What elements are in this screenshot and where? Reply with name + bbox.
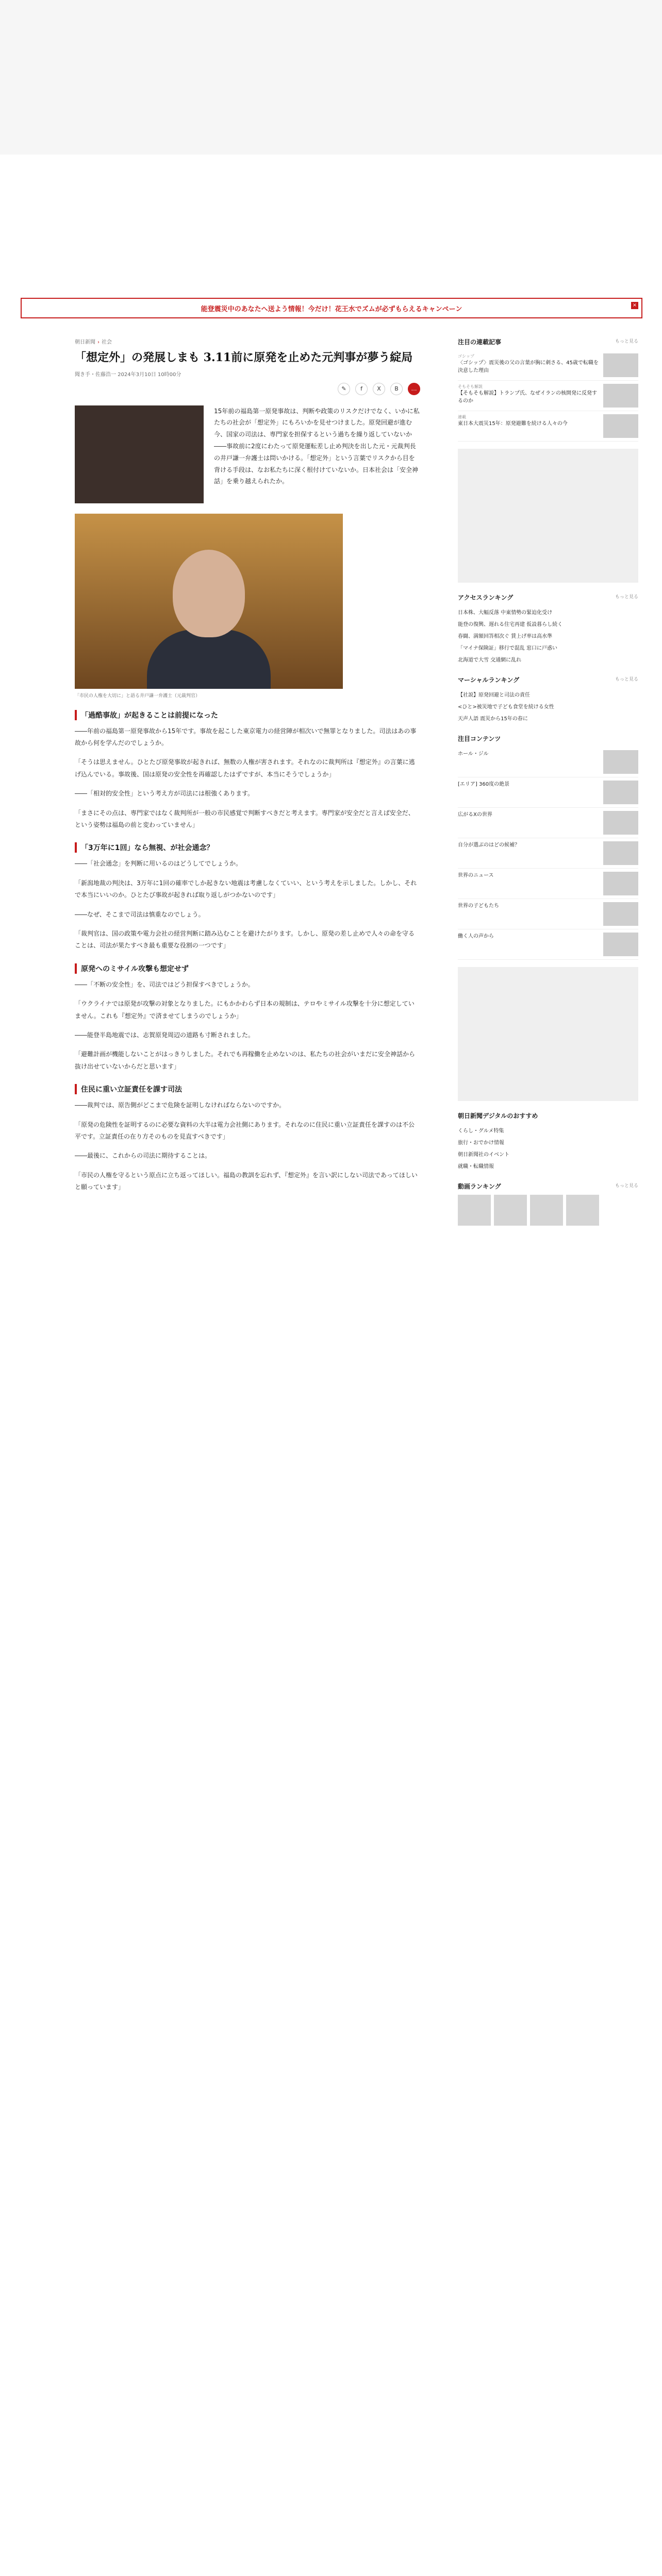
paragraph: ――「相対的安全性」という考え方が司法には根強くあります。 xyxy=(75,790,254,798)
bookmark-icon[interactable]: B xyxy=(390,383,403,395)
paragraph: ――なぜ、そこまで司法は慎重なのでしょう。 xyxy=(75,910,205,918)
list-item[interactable] xyxy=(458,381,638,411)
header-band xyxy=(0,0,662,155)
item-thumbnail[interactable] xyxy=(603,902,638,926)
item-tag: ゴシップ xyxy=(458,354,474,359)
list-item[interactable] xyxy=(458,838,638,869)
item-thumbnail[interactable] xyxy=(603,781,638,804)
item-thumbnail[interactable] xyxy=(603,933,638,956)
section-heading: 「過酷事故」が起きることは前提になった xyxy=(75,710,420,720)
item-title[interactable]: 世界のニュース xyxy=(458,873,494,878)
item-title[interactable]: ホール・ジル xyxy=(458,751,489,757)
lead-text: 15年前の福島第一原発事故は、判断や政策のリスクだけでなく、いかに私たちの社会が「想定外」にもろいかを見せつけました。原発回避が進む今、国家の司法は、専門家を担保するという過ちを繰り返していないか――事故前に2度にわたって原発運転差し止め判決を出した元・元裁判長の井戸謙一弁護士は問いかける。「想定外」という言葉でリスクから目を背ける手段は、なお私たちに深く根付けていないか。日本社会は「安全神話」を乗り越えられたか。 xyxy=(214,407,420,485)
item-thumbnail[interactable] xyxy=(603,841,638,865)
item-thumbnail[interactable] xyxy=(603,414,638,438)
feature-contents xyxy=(458,734,638,960)
campaign-text[interactable]: 能登震災中のあなたへ送よう情報！今だけ！花王水でズムが必ずもらえるキャンペーン xyxy=(201,305,462,313)
ranking-item[interactable]: 日本株、大幅反落 中東情勢の緊迫化受け xyxy=(458,610,553,616)
article-section xyxy=(75,710,420,832)
x-icon[interactable]: X xyxy=(373,383,385,395)
paragraph: 「ウクライナでは原発が攻撃の対象となりました。にもかかわらず日本の規制は、テロやミサイル攻撃を十分に想定していません。これも『想定外』で済ませてしまうのでしょうか」 xyxy=(75,1000,415,1020)
paragraph: 「裁判官は、国の政策や電力会社の経営判断に踏み込むことを避けたがります。しかし、原発の差し止めで人々の命を守ることは、司法が果たすべき最も重要な役割の一つです」 xyxy=(75,929,415,950)
ranking-item[interactable]: 天声人語 震災から15年の春に xyxy=(458,716,528,722)
paragraph: 「新潟地裁の判決は、3万年に1回の確率でしか起きない地震は考慮しなくていい、という考えを示しました。しかし、それで本当にいいのか。ひとたび事故が起きれば取り返しがつかないのです」 xyxy=(75,879,417,899)
item-thumbnail[interactable] xyxy=(603,750,638,774)
breadcrumb xyxy=(75,337,420,345)
paragraph: 「まさにその点は、専門家ではなく裁判所が一般の市民感覚で判断すべきだと考えます。専門家が安全だと言えば安全だ、という姿勢は福島の前と変わっていません」 xyxy=(75,809,415,829)
item-thumbnail[interactable] xyxy=(603,384,638,408)
topic-link[interactable]: 旅行・おでかけ情報 xyxy=(458,1140,504,1146)
topic-link[interactable]: 朝日新聞社のイベント xyxy=(458,1152,509,1158)
ranking-item[interactable]: 春闘、満額回答相次ぐ 賃上げ率は高水準 xyxy=(458,634,553,639)
paragraph: ――「社会通念」を判断に用いるのはどうしてでしょうか。 xyxy=(75,860,242,868)
item-thumbnail[interactable] xyxy=(603,811,638,835)
paragraph: 「原発の危険性を証明するのに必要な資料の大半は電力会社側にあります。それなのに住民に重い立証責任を課すのは不公平です。立証責任の在り方そのものを見直すべきです」 xyxy=(75,1121,415,1140)
sidebar-heading xyxy=(458,1182,638,1191)
sidebar xyxy=(458,337,638,1226)
list-item[interactable] xyxy=(458,929,638,960)
video-ranking xyxy=(458,1182,638,1226)
sidebar-heading xyxy=(458,675,638,684)
item-title[interactable]: 働く人の声から xyxy=(458,934,494,939)
item-title[interactable]: 〈ゴシップ〉震災後の父の言葉が胸に刺さる、45歳で転職を決意した理由 xyxy=(458,360,599,374)
sidebar-heading-label: 朝日新聞デジタルのおすすめ xyxy=(458,1112,538,1120)
sidebar-heading-label: アクセスランキング xyxy=(458,594,514,601)
article-photo xyxy=(75,514,343,689)
sidebar-heading-label: 注目コンテンツ xyxy=(458,735,501,742)
close-icon[interactable]: × xyxy=(631,302,638,309)
item-thumbnail[interactable] xyxy=(603,353,638,377)
paragraph: 「市民の人権を守るという原点に立ち返ってほしい。福島の教訓を忘れず、『想定外』を言い訳にしない司法であってほしいと願っています」 xyxy=(75,1171,418,1191)
breadcrumb-item[interactable]: 社会 xyxy=(102,340,112,345)
paragraph: ――能登半島地震では、志賀原発周辺の道路も寸断されました。 xyxy=(75,1031,255,1039)
more-link[interactable]: もっと見る xyxy=(615,1183,638,1189)
share-icon[interactable]: … xyxy=(408,383,420,395)
video-thumbnail[interactable] xyxy=(566,1195,599,1226)
paragraph: ――最後に、これからの司法に期待することは。 xyxy=(75,1152,211,1160)
photo-person xyxy=(147,630,271,689)
item-title[interactable]: 【そもそも解説】トランプ氏、なぜイランの核開発に反発するのか xyxy=(458,391,597,404)
paragraph: 「そうは思えません。ひとたび原発事故が起きれば、無数の人権が害されます。それなのに裁判所は『想定外』の言葉に逃げ込んでいる。事故後、国は原発の安全性を再確認したはずですが、本当にそうでしょうか」 xyxy=(75,758,415,778)
item-title[interactable]: 自分が選ぶのはどの候補？ xyxy=(458,842,520,848)
item-tag: そもそも解説 xyxy=(458,384,483,389)
list-item[interactable] xyxy=(458,869,638,899)
article-section xyxy=(75,1084,420,1193)
sidebar-heading xyxy=(458,1111,638,1120)
sidebar-heading-label: マーシャルランキング xyxy=(458,676,520,684)
photo-caption: 「市民の人権を大切に」と語る井戸謙一弁護士（元裁判官） xyxy=(75,693,201,699)
article-section xyxy=(75,842,420,952)
article-meta: 聞き手・佐藤浩一 2024年3月10日 10時00分 xyxy=(75,371,181,378)
video-thumbnails xyxy=(458,1195,638,1226)
page-title: 「想定外」の発展しまも 3.11前に原発を止めた元判事が夢う綻局 xyxy=(75,351,413,364)
sidebar-heading-label: 注目の連載記事 xyxy=(458,338,502,346)
item-title[interactable]: 世界の子どもたち xyxy=(458,903,499,909)
sidebar-heading xyxy=(458,337,638,346)
list-item[interactable] xyxy=(458,350,638,381)
section-heading: 住民に重い立証責任を課す司法 xyxy=(75,1084,420,1094)
comment-icon[interactable]: ✎ xyxy=(338,383,350,395)
topic-link[interactable]: 就職・転職情報 xyxy=(458,1164,494,1170)
list-item[interactable] xyxy=(458,411,638,442)
item-thumbnail[interactable] xyxy=(603,872,638,895)
item-title[interactable]: 東日本大震災15年：原発避難を続ける人々の今 xyxy=(458,421,568,427)
special-ranking xyxy=(458,675,638,724)
lead-section xyxy=(75,405,420,503)
lead-thumbnail xyxy=(75,405,204,503)
ranking-item[interactable]: 【社説】原発回避と司法の責任 xyxy=(458,692,530,698)
topic-link[interactable]: くらし・グルメ特集 xyxy=(458,1128,504,1134)
list-item[interactable] xyxy=(458,899,638,929)
ranking-item[interactable]: <ひと>被災地で子ども食堂を続ける女性 xyxy=(458,704,554,710)
ad-slot[interactable] xyxy=(458,967,638,1101)
article xyxy=(75,337,420,1200)
more-link[interactable]: もっと見る xyxy=(615,677,638,682)
item-title[interactable]: 広がるXの世界 xyxy=(458,812,492,818)
more-link[interactable]: もっと見る xyxy=(615,339,638,344)
list-item[interactable] xyxy=(458,808,638,838)
campaign-banner[interactable] xyxy=(21,298,642,318)
news-ranking xyxy=(458,593,638,665)
share-bar xyxy=(75,383,420,395)
item-tag: 連載 xyxy=(458,415,466,419)
topics-list xyxy=(458,1111,638,1172)
photo-person-face xyxy=(173,550,245,637)
paragraph: ――裁判では、原告側がどこまで危険を証明しなければならないのですか。 xyxy=(75,1101,286,1109)
paragraph: ――「不断の安全性」を、司法ではどう担保すべきでしょうか。 xyxy=(75,980,254,988)
list-item[interactable] xyxy=(458,777,638,808)
section-heading: 原発へのミサイル攻撃も想定せず xyxy=(75,963,420,974)
item-title[interactable]: [エリア] 360度の絶景 xyxy=(458,782,510,787)
breadcrumb-item[interactable]: 朝日新聞 xyxy=(75,340,95,345)
video-thumbnail[interactable] xyxy=(530,1195,563,1226)
breadcrumb-separator: › xyxy=(97,340,100,345)
paragraph: 「避難計画が機能しないことがはっきりしました。それでも再稼働を止めないのは、私たちの社会がいまだに安全神話から抜け出せていないからだと思います」 xyxy=(75,1050,416,1070)
ranking-item[interactable]: 北海道で大雪 交通網に乱れ xyxy=(458,657,522,663)
video-thumbnail[interactable] xyxy=(458,1195,491,1226)
ranking-item[interactable]: 「マイナ保険証」移行で混乱 窓口に戸惑い xyxy=(458,646,557,651)
list-item[interactable] xyxy=(458,747,638,777)
sidebar-heading xyxy=(458,734,638,743)
article-section xyxy=(75,963,420,1073)
sidebar-heading-label: 動画ランキング xyxy=(458,1183,501,1190)
facebook-icon[interactable]: f xyxy=(355,383,368,395)
section-heading: 「3万年に1回」なら無視、が社会通念？ xyxy=(75,842,420,853)
more-link[interactable]: もっと見る xyxy=(615,595,638,600)
ranking-item[interactable]: 能登の復興、遅れる住宅再建 仮設暮らし続く xyxy=(458,622,563,628)
sidebar-heading xyxy=(458,593,638,602)
paragraph: ――年前の福島第一原発事故から15年です。事故を起こした東京電力の経営陣が相次いで無罪となりました。司法はあの事故から何を学んだのでしょうか。 xyxy=(75,727,417,747)
video-thumbnail[interactable] xyxy=(494,1195,527,1226)
ad-slot[interactable] xyxy=(458,449,638,583)
